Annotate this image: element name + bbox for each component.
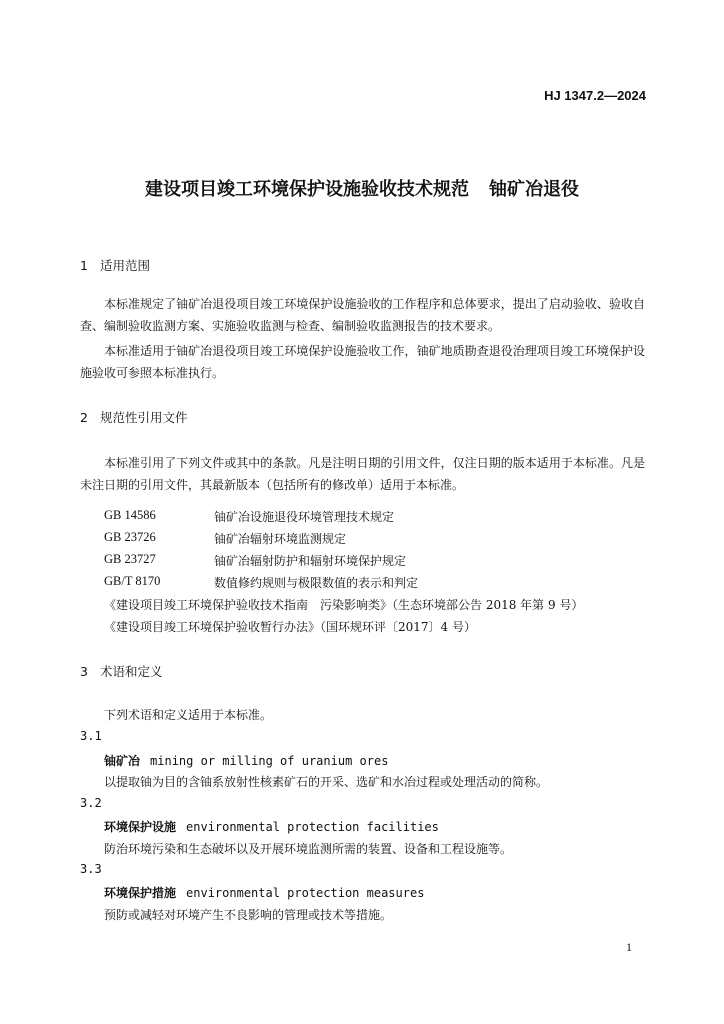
paragraph: 本标准引用了下列文件或其中的条款。凡是注明日期的引用文件，仅注日期的版本适用于本标准。凡是未注日期的引用文件，其最新版本（包括所有的修改单）适用于本标准。: [80, 456, 645, 492]
reference-code: GB 23726: [104, 530, 156, 544]
page-number: 1: [626, 940, 632, 954]
document-title: [0, 175, 724, 201]
term-definition: 以提取铀为目的含铀系放射性核素矿石的开采、选矿和水冶过程或处理活动的简称。: [104, 775, 549, 789]
clause-number: 3.2: [80, 796, 102, 810]
section-title: 规范性引用文件: [100, 410, 188, 425]
term-en: mining or milling of uranium ores: [150, 754, 389, 768]
section-heading-scope: [80, 256, 150, 274]
reference-title: 铀矿冶辐射环境监测规定: [214, 532, 347, 546]
clause-number: 3.1: [80, 729, 102, 743]
term-zh: 铀矿冶: [104, 754, 141, 768]
term-zh: 环境保护设施: [104, 820, 177, 834]
section-title: 术语和定义: [100, 664, 163, 679]
reference-document: 《建设项目竣工环境保护验收技术指南 污染影响类》（生态环境部公告 2018 年第 9 号）: [104, 598, 584, 612]
paragraph: 下列术语和定义适用于本标准。: [104, 708, 273, 722]
title-sub: 铀矿冶退役: [489, 179, 579, 200]
section-heading-normative-references: [80, 408, 188, 426]
reference-document: 《建设项目竣工环境保护验收暂行办法》（国环规环评〔2017〕4 号）: [104, 620, 476, 634]
term-definition: 预防或减轻对环境产生不良影响的管理或技术等措施。: [104, 908, 393, 922]
reference-code: GB 23727: [104, 552, 156, 566]
section-number: 1: [80, 258, 88, 273]
term: [104, 818, 439, 835]
section-number: 3: [80, 664, 88, 679]
reference-title: 铀矿冶辐射防护和辐射环境保护规定: [214, 554, 407, 568]
term-en: environmental protection measures: [186, 886, 425, 900]
section-heading-terms: [80, 662, 163, 680]
title-main: 建设项目竣工环境保护设施验收技术规范: [145, 179, 469, 200]
paragraph: 本标准规定了铀矿冶退役项目竣工环境保护设施验收的工作程序和总体要求，提出了启动验收、验收自查、编制验收监测方案、实施验收监测与检查、编制验收监测报告的技术要求。: [80, 297, 645, 333]
reference-title: 数值修约规则与极限数值的表示和判定: [214, 576, 419, 590]
term-en: environmental protection facilities: [186, 820, 439, 834]
term: [104, 752, 388, 769]
reference-code: GB 14586: [104, 508, 156, 522]
reference-code: GB/T 8170: [104, 574, 161, 588]
paragraph: 本标准适用于铀矿冶退役项目竣工环境保护设施验收工作，铀矿地质勘查退役治理项目竣工环境保护设施验收可参照本标准执行。: [80, 344, 645, 380]
reference-title: 铀矿冶设施退役环境管理技术规定: [214, 510, 395, 524]
standard-code: HJ 1347.2—2024: [544, 88, 646, 103]
term-zh: 环境保护措施: [104, 886, 177, 900]
clause-number: 3.3: [80, 862, 102, 876]
section-number: 2: [80, 410, 88, 425]
term-definition: 防治环境污染和生态破坏以及开展环境监测所需的装置、设备和工程设施等。: [104, 842, 513, 856]
section-title: 适用范围: [100, 258, 151, 273]
term: [104, 884, 424, 901]
